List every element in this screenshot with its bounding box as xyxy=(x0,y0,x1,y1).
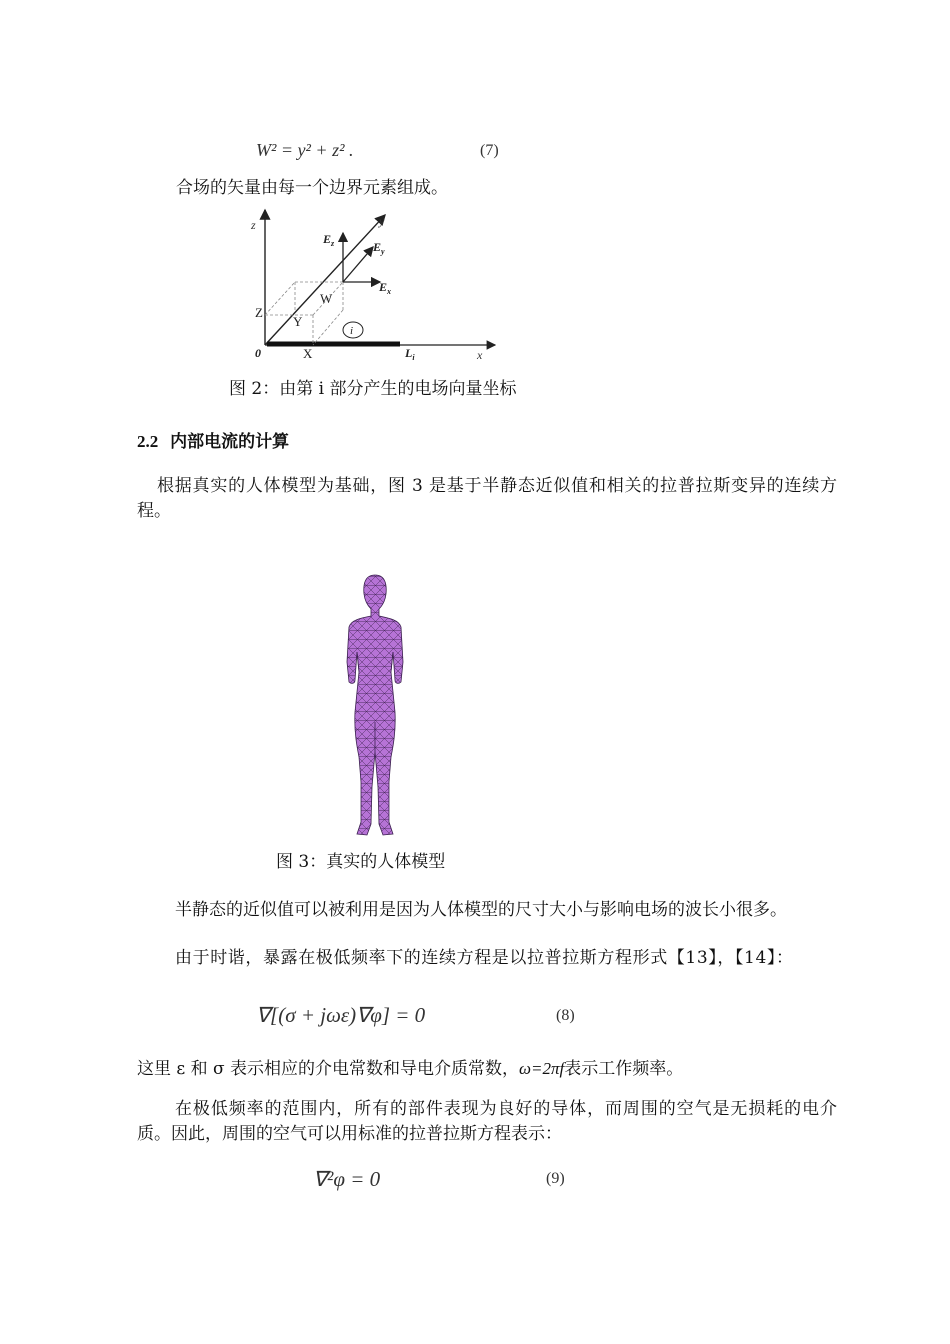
label-X: X xyxy=(303,346,313,361)
figure-2-caption: 图 2：由第 i 部分产生的电场向量坐标 xyxy=(229,379,517,399)
paragraph-resultant-field: 合场的矢量由每一个边界元素组成。 xyxy=(176,178,448,198)
epsilon-sigma-text: 这里 ε 和 σ 表示相应的介电常数和导电介质常数， xyxy=(137,1059,520,1079)
label-ey: $E_y$ xyxy=(373,240,385,256)
figure-2-vector-diagram xyxy=(245,205,505,365)
paragraph-body-model: 根据真实的人体模型为基础，图 3 是基于半静态近似值和相关的拉普拉斯变异的连续方程。 xyxy=(137,476,837,521)
label-ex: $E_x$ xyxy=(379,280,392,296)
section-heading xyxy=(137,427,289,452)
omega-formula: ω=2πf xyxy=(519,1059,565,1078)
equation-9-number: (9) xyxy=(546,1170,565,1187)
label-y: y xyxy=(379,214,385,228)
label-ez: $E_z$ xyxy=(323,232,335,248)
figure-3-caption: 图 3：真实的人体模型 xyxy=(276,852,446,872)
equation-7: W² = y² + z² . xyxy=(256,140,354,160)
label-z: z xyxy=(251,218,256,232)
equation-8: ∇[(σ + jωε)∇φ] = 0 xyxy=(256,1003,426,1027)
label-Z: Z xyxy=(255,305,263,320)
label-Li: $L_i$ xyxy=(405,346,415,362)
paragraph-quasi-static: 半静态的近似值可以被利用是因为人体模型的尺寸大小与影响电场的波长小很多。 xyxy=(175,900,787,920)
omega-description: 表示工作频率。 xyxy=(564,1059,684,1079)
equation-9: ∇²φ = 0 xyxy=(313,1167,381,1191)
label-x: x xyxy=(477,348,483,362)
paragraph-low-frequency: 在极低频率的范围内，所有的部件表现为良好的导体，而周围的空气是无损耗的电介质。因此，周围的空气可以用标准的拉普拉斯方程表示： xyxy=(137,1099,837,1144)
label-Y: Y xyxy=(293,314,303,329)
equation-8-number: (8) xyxy=(556,1007,575,1024)
section-number: 2.2 xyxy=(137,432,159,451)
figure-3-human-mesh xyxy=(335,572,425,840)
paragraph-epsilon-sigma xyxy=(137,1056,857,1082)
section-title: 内部电流的计算 xyxy=(170,432,290,452)
human-figure xyxy=(347,575,403,835)
ey-vector xyxy=(343,247,373,282)
label-i: i xyxy=(350,325,354,337)
label-W: W xyxy=(320,291,333,306)
equation-7-number: (7) xyxy=(480,142,499,159)
paragraph-time-harmonic: 由于时谐，暴露在极低频率下的连续方程是以拉普拉斯方程形式【13】，【14】： xyxy=(175,948,794,968)
label-origin: 0 xyxy=(255,346,261,360)
